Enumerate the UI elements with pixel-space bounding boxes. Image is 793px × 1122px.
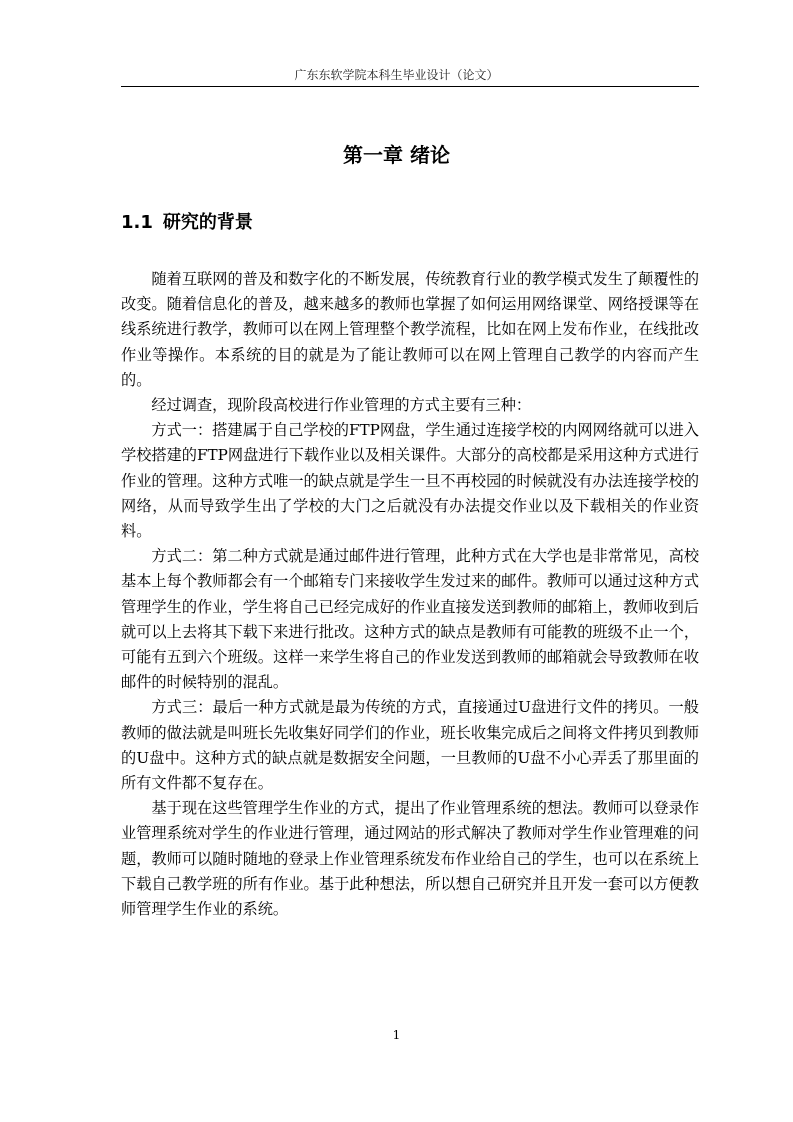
paragraph-method-one: 方式一：搭建属于自己学校的FTP网盘，学生通过连接学校的内网网络就可以进入学校搭建的FTP网盘进行下载作业以及相关课件。大部分的高校都是采用这种方式进行作业的管理。这种方式唯一的缺点就是学生一旦不再校园的时候就没有办法连接学校的网络，从而导致学生出了学校的大门之后就没有办法提交作业以及下载相关的作业资料。 [121, 421, 699, 541]
body-text [121, 267, 699, 922]
running-header: 广东东软学院本科生毕业设计（论文） [294, 68, 499, 82]
section-title: 研究的背景 [162, 212, 253, 233]
chapter-title: 第一章 绪论 [343, 143, 450, 167]
section-number: 1.1 [121, 212, 153, 233]
paragraph-background: 随着互联网的普及和数字化的不断发展，传统教育行业的教学模式发生了颠覆性的改变。随着信息化的普及，越来越多的教师也掌握了如何运用网络课堂、网络授课等在线系统进行教学，教师可以在网上管理整个教学流程，比如在网上发布作业，在线批改作业等操作。本系统的目的就是为了能让教师可以在网上管理自己教学的内容而产生的。 [121, 270, 699, 389]
page-number: 1 [392, 1028, 401, 1042]
paragraph-method-two: 方式二：第二种方式就是通过邮件进行管理，此种方式在大学也是非常常见，高校基本上每个教师都会有一个邮箱专门来接收学生发过来的邮件。教师可以通过这种方式管理学生的作业，学生将自己已经完成好的作业直接发送到教师的邮箱上，教师收到后就可以上去将其下载下来进行批改。这种方式的缺点是教师有可能教的班级不止一个，可能有五到六个班级。这样一来学生将自己的作业发送到教师的邮箱就会导致教师在收邮件的时候特别的混乱。 [121, 547, 699, 692]
paragraph-proposal: 基于现在这些管理学生作业的方式，提出了作业管理系统的想法。教师可以登录作业管理系统对学生的作业进行管理，通过网站的形式解决了教师对学生作业管理难的问题，教师可以随时随地的登录上作业管理系统发布作业给自己的学生，也可以在系统上下载自己教学班的所有作业。基于此种想法，所以想自己研究并且开发一套可以方便教师管理学生作业的系统。 [121, 799, 699, 919]
section-heading [121, 210, 253, 236]
header-divider [121, 86, 699, 87]
paragraph-survey-intro: 经过调查，现阶段高校进行作业管理的方式主要有三种： [151, 396, 532, 415]
paragraph-method-three: 方式三：最后一种方式就是最为传统的方式，直接通过U盘进行文件的拷贝。一般教师的做法就是叫班长先收集好同学们的作业，班长收集完成后之间将文件拷贝到教师的U盘中。这种方式的缺点就是数据安全问题，一旦教师的U盘不小心弄丢了那里面的所有文件都不复存在。 [121, 698, 699, 793]
